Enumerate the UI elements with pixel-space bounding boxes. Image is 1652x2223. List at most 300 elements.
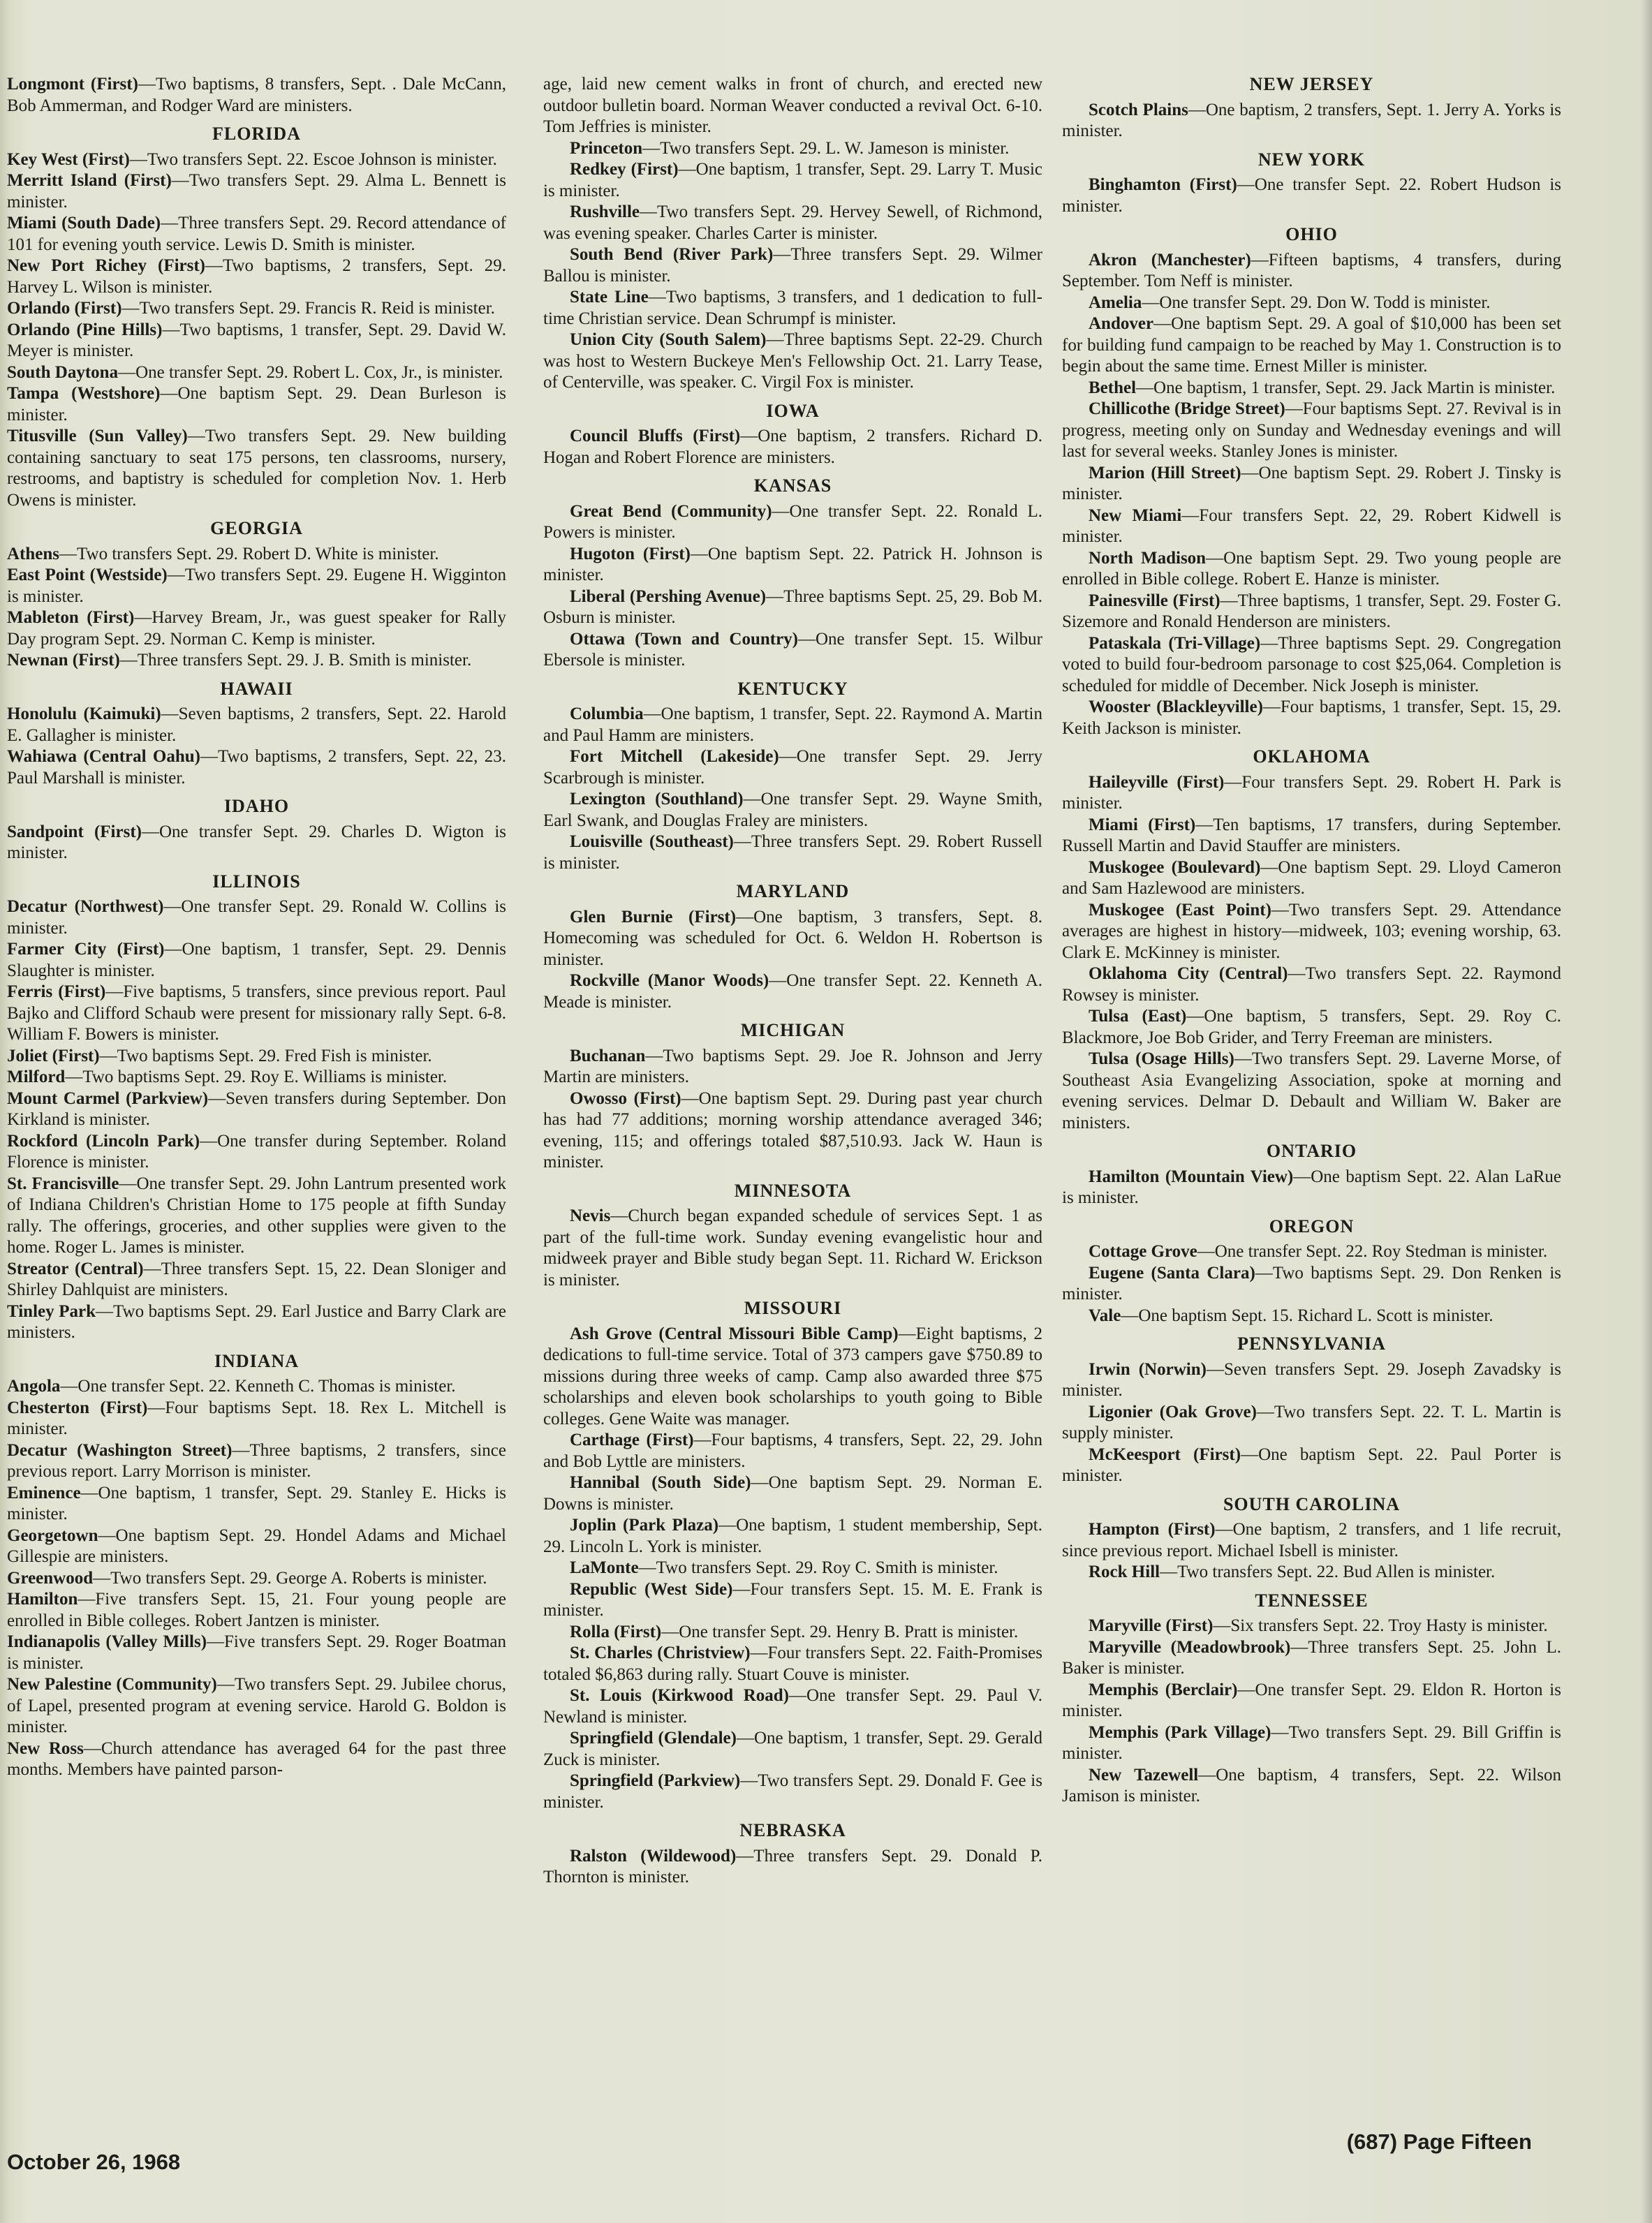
report-text: —Church attendance has averaged 64 for the past three months. Members have painted parson-: [7, 1738, 507, 1779]
report-text: —One transfer Sept. 22. Roy Stedman is minister.: [1197, 1242, 1548, 1261]
church-name: Rockville (Manor Woods): [570, 971, 769, 990]
church-report-entry: [543, 1046, 1042, 1088]
church-report-entry: [7, 1301, 506, 1344]
report-text: —One baptism, 2 transfers, and 1 life recruit, since previous report. Michael Isbell is minister.: [1062, 1520, 1562, 1560]
church-report-entry: [1062, 633, 1561, 697]
church-report-entry: [7, 704, 506, 746]
church-report-entry: [1062, 1167, 1561, 1209]
church-name: New Miami: [1089, 505, 1182, 525]
report-text: —One transfer Sept. 29. Eldon R. Horton is minister.: [1062, 1680, 1561, 1720]
church-report-entry: [1062, 1637, 1561, 1680]
report-text: —One transfer Sept. 29. Paul V. Newland is minister.: [543, 1686, 1042, 1727]
church-name: Cottage Grove: [1089, 1242, 1197, 1261]
state-heading: MARYLAND: [736, 881, 850, 901]
church-name: State Line: [570, 288, 649, 307]
report-text: —Two baptisms, 2 transfers, Sept. 22, 23. Paul Marshall is minister.: [7, 747, 506, 788]
church-report-entry: [7, 383, 506, 426]
church-report-entry: [7, 1440, 506, 1483]
church-name: Rolla (First): [570, 1622, 662, 1641]
report-text: —Church began expanded schedule of services Sept. 1 as part of the full-time work. Sunday evening evangelistic hour and midweek prayer and Bible study began Sept. 11. Richard W. Erickson is minister.: [543, 1206, 1042, 1290]
church-report-entry: [7, 1131, 506, 1174]
column-1: [7, 74, 506, 1781]
report-text: —Two transfers Sept. 29. Alma L. Bennett is minister.: [7, 171, 506, 212]
report-text: —Three baptisms, 2 transfers, since previous report. Larry Morrison is minister.: [7, 1440, 506, 1481]
church-name: Memphis (Berclair): [1089, 1680, 1238, 1699]
church-report-entry: [1062, 963, 1561, 1006]
church-name: St. Francisville: [7, 1174, 119, 1193]
church-name: Maryville (First): [1089, 1616, 1214, 1635]
church-report-entry: [543, 138, 1042, 160]
church-report-entry: [543, 544, 1042, 586]
church-report-entry: [7, 1526, 506, 1568]
report-text: —Two transfers Sept. 29. Attendance averages are highest in history—midweek, 103; evening worship, 63. Clark E. McKinney is minister.: [1062, 900, 1561, 962]
report-text: —Two baptisms Sept. 29. Roy E. Williams is minister.: [65, 1068, 448, 1086]
church-name: Decatur (Northwest): [7, 897, 164, 916]
church-report-entry: [7, 1568, 506, 1590]
church-report-entry: [1062, 1765, 1561, 1808]
church-name: Oklahoma City (Central): [1089, 964, 1288, 983]
church-name: Painesville (First): [1089, 591, 1220, 610]
church-report-entry: [1062, 857, 1561, 900]
church-report-entry: [543, 970, 1042, 1013]
column-2: [543, 74, 1042, 1889]
church-report-entry: [1062, 1722, 1561, 1765]
church-report-entry: [543, 586, 1042, 629]
report-text: —One baptism Sept. 29. Hondel Adams and Michael Gillespie are ministers.: [7, 1526, 506, 1566]
church-name: Owosso (First): [570, 1088, 681, 1108]
state-heading: NEW YORK: [1258, 149, 1366, 170]
church-name: Sandpoint (First): [7, 822, 142, 841]
church-name: Tampa (Westshore): [7, 384, 161, 403]
state-heading: KANSAS: [753, 475, 832, 496]
church-report-entry: [1062, 1359, 1561, 1402]
report-text: —One transfer Sept. 22. Ronald L. Powers is minister.: [543, 501, 1042, 542]
church-report-entry: [1062, 1680, 1561, 1722]
church-report-entry: [1062, 313, 1561, 378]
church-name: Merritt Island (First): [7, 171, 172, 190]
report-text: —Three transfers Sept. 29. Record attendance of 101 for evening youth service. Lewis D. Smith is minister.: [7, 214, 506, 254]
report-text: —Two baptisms, 8 transfers, Sept. . Dale McCann, Bob Ammerman, and Rodger Ward are ministers.: [7, 75, 507, 115]
church-name: Buchanan: [570, 1046, 646, 1065]
church-name: Ferris (First): [7, 982, 106, 1001]
church-report-entry: [7, 565, 506, 607]
church-report-entry: [7, 362, 506, 384]
report-text: —Two transfers Sept. 29. Eugene H. Wigginton is minister.: [7, 566, 506, 606]
report-text: —One baptism, 5 transfers, Sept. 29. Roy C. Blackmore, Joe Bob Grider, and Terry Freeman are ministers.: [1062, 1007, 1561, 1047]
church-name: Titusville (Sun Valley): [7, 427, 188, 445]
report-text: —Two transfers Sept. 22. T. L. Martin is supply minister.: [1062, 1402, 1561, 1442]
state-heading: OHIO: [1285, 224, 1338, 244]
report-text: —Two transfers Sept. 29. Jubilee chorus, of Lapel, presented program at evening service. Harold G. Boldon is minister.: [7, 1675, 507, 1736]
church-name: Chesterton (First): [7, 1398, 148, 1417]
church-report-entry: [543, 1206, 1042, 1291]
church-name: Union City (South Salem): [570, 330, 767, 349]
report-text: —Two baptisms, 3 transfers, and 1 dedication to full-time Christian service. Dean Schrumpf is minister.: [543, 288, 1042, 328]
church-report-entry: [1062, 293, 1561, 314]
report-text: —Four transfers Sept. 22, 29. Robert Kidwell is minister.: [1062, 505, 1561, 546]
church-name: North Madison: [1089, 548, 1207, 568]
church-report-entry: [543, 789, 1042, 832]
report-text: —Two transfers Sept. 29. Francis R. Reid is minister.: [121, 299, 495, 318]
church-report-entry: [7, 298, 506, 320]
report-text: —One baptism, 1 transfer, Sept. 29. Dennis Slaughter is minister.: [7, 940, 506, 980]
state-heading: MINNESOTA: [734, 1180, 852, 1201]
church-report-entry: [1062, 399, 1561, 463]
report-text: —One baptism Sept. 29. Dean Burleson is minister.: [7, 384, 507, 424]
church-name: Eminence: [7, 1483, 81, 1502]
church-name: Binghamton (First): [1089, 175, 1237, 194]
report-text: —One transfer Sept. 29. Henry B. Pratt is minister.: [661, 1622, 1019, 1641]
church-report-entry: [1062, 1306, 1561, 1327]
church-name: New Port Richey (First): [7, 256, 206, 275]
report-text: —Four baptisms Sept. 27. Revival is in progress, meeting only on Sunday and Wednesday evenings and will last for several weeks. Stanley Jones is minister.: [1062, 399, 1561, 461]
church-report-entry: [1062, 1006, 1561, 1049]
church-name: Hannibal (South Side): [570, 1473, 751, 1492]
church-name: Streator (Central): [7, 1259, 144, 1278]
church-report-entry: [7, 1738, 506, 1781]
church-name: Milford: [7, 1068, 66, 1086]
report-text: —One baptism Sept. 22. Patrick H. Johnson is minister.: [543, 544, 1042, 584]
church-report-entry: [7, 1632, 506, 1674]
church-report-entry: [1062, 548, 1561, 591]
report-text: —One transfer Sept. 29. Don W. Todd is minister.: [1142, 293, 1491, 312]
report-text: —Ten baptisms, 17 transfers, during September. Russell Martin and David Stauffer are ministers.: [1062, 815, 1561, 855]
church-name: Redkey (First): [570, 160, 679, 179]
report-text: —Fifteen baptisms, 4 transfers, during September. Tom Neff is minister.: [1062, 250, 1561, 290]
church-report-entry: [1062, 1562, 1561, 1583]
report-text: —Three transfers Sept. 25. John L. Baker is minister.: [1062, 1637, 1561, 1678]
church-report-entry: [1062, 378, 1561, 399]
church-name: Princeton: [570, 138, 643, 158]
report-text: —One transfer Sept. 29. Charles D. Wigton is minister.: [7, 822, 506, 862]
church-name: St. Charles (Christview): [570, 1644, 751, 1662]
report-text: —One transfer Sept. 29. Jerry Scarbrough is minister.: [543, 747, 1042, 788]
church-report-entry: [7, 320, 506, 362]
church-report-entry: [543, 1088, 1042, 1174]
church-report-entry: [1062, 1241, 1561, 1263]
church-report-entry: [1062, 1445, 1561, 1487]
report-text: —One baptism Sept. 29. Norman E. Downs is minister.: [543, 1473, 1042, 1514]
church-report-entry: [543, 159, 1042, 202]
church-report-entry: [1062, 463, 1561, 505]
church-name: Liberal (Pershing Avenue): [570, 586, 767, 606]
church-report-entry: [7, 1174, 506, 1259]
state-heading: HAWAII: [220, 678, 293, 699]
church-name: Ottawa (Town and Country): [570, 629, 798, 649]
report-text: —One baptism, 1 transfer, Sept. 29. Larry T. Music is minister.: [543, 160, 1042, 200]
report-text: —One transfer Sept. 29. Ronald W. Collins is minister.: [7, 897, 507, 938]
state-heading: MICHIGAN: [740, 1020, 846, 1040]
report-text: —Two transfers Sept. 29. L. W. Jameson is minister.: [642, 138, 1010, 158]
church-report-entry: [543, 1643, 1042, 1685]
church-name: Memphis (Park Village): [1089, 1722, 1271, 1742]
church-name: New Ross: [7, 1738, 84, 1758]
report-text: —One baptism, 4 transfers, Sept. 22. Wilson Jamison is minister.: [1062, 1765, 1561, 1805]
church-report-entry: [7, 170, 506, 213]
report-text: —Seven transfers Sept. 29. Joseph Zavadsky is minister.: [1062, 1359, 1561, 1400]
church-name: Rockford (Lincoln Park): [7, 1131, 200, 1151]
church-report-entry: [7, 1088, 506, 1131]
report-text: —Four transfers Sept. 22. Faith-Promises totaled $6,863 during rally. Stuart Couve is minister.: [543, 1644, 1043, 1684]
church-report-entry: [7, 607, 506, 650]
church-report-entry: [7, 822, 506, 864]
state-heading: OKLAHOMA: [1253, 746, 1371, 767]
church-report-entry: [543, 1472, 1042, 1515]
church-name: Springfield (Parkview): [570, 1771, 741, 1790]
state-heading: PENNSYLVANIA: [1237, 1334, 1386, 1354]
church-report-entry: [7, 1259, 506, 1301]
church-name: Orlando (First): [7, 299, 122, 318]
church-report-entry: [7, 1589, 506, 1632]
church-report-entry: [543, 629, 1042, 672]
church-name: Greenwood: [7, 1568, 94, 1588]
church-name: Maryville (Meadowbrook): [1089, 1637, 1291, 1657]
report-text: —One baptism, 2 transfers. Richard D. Hogan and Robert Florence are ministers.: [543, 427, 1042, 467]
church-name: Scotch Plains: [1089, 100, 1188, 119]
church-report-entry: [7, 1483, 506, 1526]
church-name: Chillicothe (Bridge Street): [1089, 399, 1285, 418]
report-text: —One baptism Sept. 29. Lloyd Cameron and Sam Hazlewood are ministers.: [1062, 857, 1561, 898]
church-report-entry: [1062, 1263, 1561, 1306]
church-name: Rushville: [570, 202, 640, 221]
church-name: Glen Burnie (First): [570, 907, 737, 926]
church-report-entry: [543, 1846, 1042, 1889]
church-report-entry: [1062, 1519, 1561, 1562]
church-report-entry: [1062, 697, 1561, 739]
church-name: Mableton (First): [7, 608, 135, 627]
report-text: —Three baptisms Sept. 25, 29. Bob M. Osburn is minister.: [543, 586, 1043, 627]
church-report-entry: [7, 939, 506, 982]
church-name: Hugoton (First): [570, 544, 691, 563]
report-text: —Two baptisms Sept. 29. Don Renken is minister.: [1062, 1263, 1562, 1303]
state-heading: INDIANA: [214, 1350, 300, 1371]
report-text: —One transfer Sept. 22. Kenneth A. Meade is minister.: [543, 971, 1042, 1012]
issue-date: October 26, 1968: [7, 2150, 181, 2174]
report-text: —One baptism, 1 transfer, Sept. 22. Raymond A. Martin and Paul Hamm are ministers.: [543, 704, 1042, 745]
report-text: —One transfer Sept. 22. Kenneth C. Thomas is minister.: [60, 1377, 456, 1396]
church-name: Hampton (First): [1089, 1520, 1216, 1539]
church-name: Great Bend (Community): [570, 501, 772, 521]
report-text: —Four baptisms Sept. 18. Rex L. Mitchell is minister.: [7, 1398, 506, 1438]
church-name: Republic (West Side): [570, 1579, 733, 1599]
church-name: Akron (Manchester): [1089, 250, 1251, 269]
church-report-entry: [7, 74, 506, 117]
church-report-entry: [7, 426, 506, 511]
report-text: —One baptism Sept. 29. A goal of $10,000 has been set for building fund campaign to be reached by May 1. Construction is to begin about the same time. Ernest Miller is minister.: [1062, 314, 1561, 376]
report-text: —Four transfers Sept. 15. M. E. Frank is minister.: [543, 1579, 1042, 1620]
church-name: Mount Carmel (Parkview): [7, 1088, 209, 1108]
church-name: Hamilton: [7, 1590, 78, 1609]
church-name: Newnan (First): [7, 651, 120, 670]
report-text: —Two transfers Sept. 22. Escoe Johnson is minister.: [129, 149, 497, 169]
report-text: —Two transfers Sept. 29. Roy C. Smith is minister.: [638, 1558, 998, 1577]
church-report-entry: [7, 1674, 506, 1738]
report-text: —Three baptisms Sept. 29. Congregation voted to build four-bedroom parsonage to cost $25,064. Completion is scheduled for middle of December. Nick Joseph is minister.: [1062, 633, 1561, 695]
report-text: —Two baptisms Sept. 29. Joe R. Johnson and Jerry Martin are ministers.: [543, 1046, 1042, 1086]
church-name: Louisville (Southeast): [570, 832, 734, 851]
church-report-entry: [7, 1398, 506, 1440]
church-report-entry: [7, 149, 506, 171]
state-heading: SOUTH CAROLINA: [1223, 1493, 1401, 1514]
church-report-entry: [1062, 900, 1561, 964]
state-heading: NEBRASKA: [739, 1820, 846, 1840]
report-text: —One baptism, 3 transfers, Sept. 8. Homecoming was scheduled for Oct. 6. Weldon H. Robertson is minister.: [543, 907, 1042, 969]
report-text: —Two transfers Sept. 29. Hervey Sewell, of Richmond, was evening speaker. Charles Carter is minister.: [543, 202, 1042, 243]
church-report-entry: [7, 746, 506, 789]
state-heading: TENNESSEE: [1255, 1590, 1369, 1611]
church-name: New Palestine (Community): [7, 1675, 217, 1694]
church-report-entry: [543, 907, 1042, 971]
report-text: —Five transfers Sept. 15, 21. Four young people are enrolled in Bible colleges. Robert Jantzen is minister.: [7, 1590, 506, 1630]
church-report-entry: [7, 1376, 506, 1398]
church-report-entry: [1062, 772, 1561, 815]
church-name: Longmont (First): [7, 75, 138, 94]
church-name: Vale: [1089, 1306, 1121, 1325]
church-report-entry: [543, 330, 1042, 394]
church-name: Hamilton (Mountain View): [1089, 1167, 1294, 1186]
church-report-entry: [7, 213, 506, 256]
church-name: Ash Grove (Central Missouri Bible Camp): [570, 1324, 899, 1343]
church-name: Carthage (First): [570, 1431, 694, 1449]
church-report-entry: [543, 1558, 1042, 1579]
church-report-entry: [1062, 591, 1561, 633]
report-text: —Two baptisms, 1 transfer, Sept. 29. David W. Meyer is minister.: [7, 320, 506, 360]
report-text: —Two transfers Sept. 29. George A. Roberts is minister.: [93, 1568, 487, 1588]
church-name: Irwin (Norwin): [1089, 1359, 1207, 1379]
church-name: Wahiawa (Central Oahu): [7, 747, 200, 766]
church-name: Georgetown: [7, 1526, 98, 1545]
church-name: Amelia: [1089, 293, 1142, 312]
report-text: —Two transfers Sept. 22. Bud Allen is minister.: [1160, 1563, 1496, 1581]
report-text: —One transfer Sept. 29. Wayne Smith, Earl Swank, and Douglas Fraley are ministers.: [543, 790, 1043, 830]
church-name: Wooster (Blackleyville): [1089, 697, 1263, 716]
report-text: —One transfer during September. Roland Florence is minister.: [7, 1131, 506, 1172]
church-name: Key West (First): [7, 149, 130, 169]
church-report-entry: [543, 1622, 1042, 1644]
report-text: —Three transfers Sept. 29. Robert Russell is minister.: [543, 832, 1042, 873]
church-name: Springfield (Glendale): [570, 1729, 737, 1748]
church-name: Nevis: [570, 1206, 611, 1225]
report-text: —Four baptisms, 1 transfer, Sept. 15, 29. Keith Jackson is minister.: [1062, 697, 1561, 738]
church-report-entry: [7, 982, 506, 1046]
church-name: Tinley Park: [7, 1301, 96, 1321]
church-report-entry: [7, 896, 506, 939]
report-text: —Seven transfers during September. Don Kirkland is minister.: [7, 1088, 507, 1129]
church-name: Ligonier (Oak Grove): [1089, 1402, 1257, 1421]
church-report-entry: [543, 1771, 1042, 1813]
church-name: Indianapolis (Valley Mills): [7, 1632, 207, 1651]
church-name: South Daytona: [7, 362, 119, 382]
report-text: —Three transfers Sept. 29. J. B. Smith is minister.: [119, 651, 472, 670]
church-name: Columbia: [570, 704, 644, 723]
church-report-entry: [543, 202, 1042, 244]
church-report-entry: [1062, 250, 1561, 293]
report-text: —Two transfers Sept. 29. Donald F. Gee is minister.: [543, 1771, 1042, 1812]
report-text: —Six transfers Sept. 22. Troy Hasty is minister.: [1213, 1616, 1548, 1635]
report-text: —Two transfers Sept. 22. Raymond Rowsey is minister.: [1062, 964, 1561, 1005]
church-report-entry: [7, 256, 506, 298]
church-report-entry: [543, 1685, 1042, 1728]
church-name: Haileyville (First): [1089, 772, 1225, 792]
state-heading: ILLINOIS: [212, 871, 301, 892]
report-text: —One transfer Sept. 15. Wilbur Ebersole is minister.: [543, 629, 1042, 670]
church-name: Orlando (Pine Hills): [7, 320, 163, 339]
state-heading: MISSOURI: [744, 1298, 842, 1318]
column-3: [1062, 74, 1561, 1808]
church-report-entry: [1062, 1616, 1561, 1637]
church-name: Fort Mitchell (Lakeside): [570, 747, 779, 766]
report-text: —One transfer Sept. 29. Robert L. Cox, Jr., is minister.: [118, 362, 503, 382]
church-name: Joliet (First): [7, 1046, 100, 1065]
church-name: St. Louis (Kirkwood Road): [570, 1686, 789, 1705]
report-text: —Two transfers Sept. 29. Laverne Morse, of Southeast Asia Evangelizing Association, spoke at morning and evening services. Delmar D. Debault and William W. Baker are ministers.: [1062, 1049, 1561, 1132]
report-text: —Three transfers Sept. 29. Wilmer Ballou is minister.: [543, 245, 1042, 286]
report-text: —One baptism Sept. 22. Paul Porter is minister.: [1062, 1445, 1561, 1485]
report-text: —Harvey Bream, Jr., was guest speaker for Rally Day program Sept. 29. Norman C. Kemp is minister.: [7, 608, 506, 649]
report-text: —Eight baptisms, 2 dedications to full-time service. Total of 373 campers gave $750.89 to missions during three weeks of camp. Camp also awarded three $75 scholarships and eleven book scholarships to youth going to Bible colleges. Gene Waite was manager.: [543, 1324, 1042, 1428]
church-report-entry: [543, 1579, 1042, 1622]
report-text: —Three transfers Sept. 29. Donald P. Thornton is minister.: [543, 1846, 1042, 1886]
church-name: East Point (Westside): [7, 566, 168, 584]
church-report-entry: [543, 746, 1042, 789]
report-text: —Three baptisms Sept. 22-29. Church was host to Western Buckeye Men's Fellowship Oct. 21. Larry Tease, of Centerville, was speaker. C. Virgil Fox is minister.: [543, 330, 1042, 392]
church-report-entry: [543, 704, 1042, 746]
church-report-entry: [1062, 1402, 1561, 1445]
church-name: Eugene (Santa Clara): [1089, 1263, 1255, 1283]
church-report-entry: [543, 1728, 1042, 1771]
church-name: Muskogee (East Point): [1089, 900, 1271, 920]
report-text: —Five baptisms, 5 transfers, since previous report. Paul Bajko and Clifford Schaub were present for missionary rally Sept. 6-8. William F. Bowers is minister.: [7, 982, 506, 1044]
report-text: —Two baptisms Sept. 29. Earl Justice and Barry Clark are ministers.: [7, 1301, 506, 1342]
church-report-entry: [7, 544, 506, 566]
church-report-entry: [1062, 100, 1561, 142]
report-text: —Two baptisms, 2 transfers, Sept. 29. Harvey L. Wilson is minister.: [7, 256, 506, 297]
page-number: (687) Page Fifteen: [1346, 2129, 1532, 2154]
report-text: —One baptism Sept. 29. During past year church has had 77 additions; morning worship attendance averaged 346; evening, 115; and offerings totaled $87,510.93. Jack W. Haun is minister.: [543, 1088, 1042, 1172]
church-name: Farmer City (First): [7, 940, 165, 959]
state-heading: OREGON: [1269, 1216, 1355, 1236]
church-report-entry: [7, 1067, 506, 1088]
report-text: age, laid new cement walks in front of church, and erected new outdoor bulletin board. Norman Weaver conducted a revival Oct. 6-10. Tom Jeffries is minister.: [543, 75, 1042, 136]
report-text: —Three transfers Sept. 15, 22. Dean Sloniger and Shirley Dahlquist are ministers.: [7, 1259, 506, 1299]
church-name: Athens: [7, 544, 60, 563]
report-text: —Five transfers Sept. 29. Roger Boatman is minister.: [7, 1632, 506, 1673]
church-report-entry: [543, 832, 1042, 874]
church-report-entry: [1062, 505, 1561, 548]
church-report-entry: [543, 74, 1042, 138]
report-text: —One transfer Sept. 29. John Lantrum presented work of Indiana Children's Christian Home to 175 people at fifth Sunday rally. The offerings, groceries, and other supplies were given to the home. Roger L. James is minister.: [7, 1174, 506, 1257]
report-text: —One baptism, 1 transfer, Sept. 29. Stanley E. Hicks is minister.: [7, 1483, 506, 1523]
report-text: —One baptism Sept. 29. Two young people are enrolled in Bible college. Robert E. Hanze is minister.: [1062, 548, 1561, 589]
church-name: South Bend (River Park): [570, 245, 774, 264]
church-report-entry: [543, 287, 1042, 330]
church-name: Tulsa (Osage Hills): [1089, 1049, 1234, 1068]
church-name: Andover: [1089, 314, 1154, 333]
church-name: Pataskala (Tri-Village): [1089, 633, 1261, 653]
report-text: —One transfer Sept. 22. Robert Hudson is minister.: [1062, 175, 1561, 216]
church-report-entry: [1062, 175, 1561, 217]
church-name: Bethel: [1089, 378, 1137, 397]
report-text: —Two transfers Sept. 29. Robert D. White is minister.: [59, 544, 439, 563]
church-report-entry: [1062, 815, 1561, 857]
report-text: —Two transfers Sept. 29. Bill Griffin is minister.: [1062, 1722, 1561, 1763]
report-text: —One baptism Sept. 15. Richard L. Scott is minister.: [1121, 1306, 1494, 1325]
church-name: Rock Hill: [1089, 1563, 1160, 1581]
church-name: LaMonte: [570, 1558, 639, 1577]
state-heading: IDAHO: [223, 796, 290, 816]
church-report-entry: [543, 501, 1042, 544]
report-text: —One baptism, 1 student membership, Sept. 29. Lincoln L. York is minister.: [543, 1516, 1042, 1556]
